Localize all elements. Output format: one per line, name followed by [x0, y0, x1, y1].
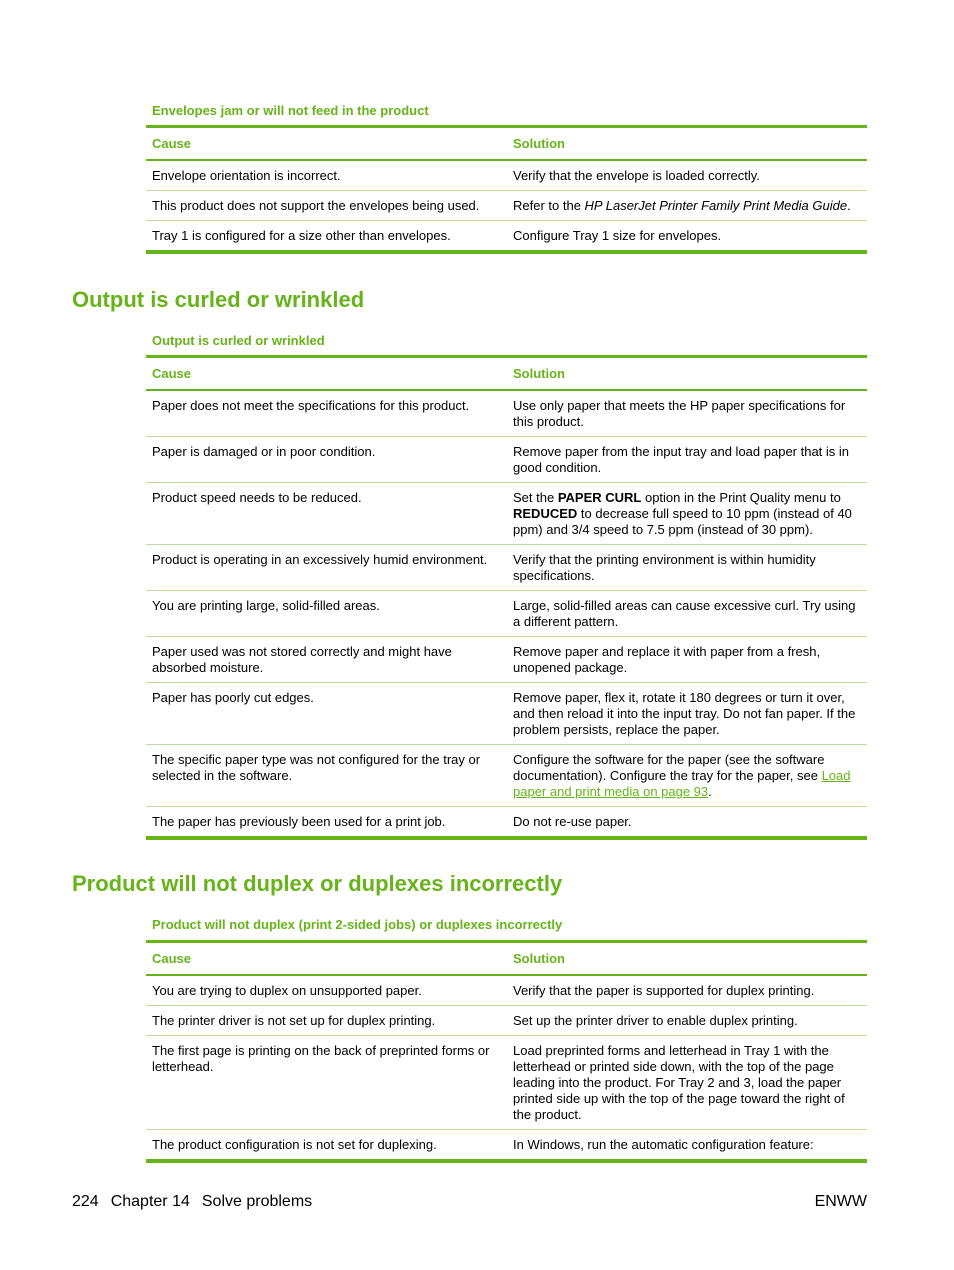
- solution-cell: Load preprinted forms and letterhead in Tray 1 with the letterhead or printed side down, with the top of the page leading into the product. For Tray 2 and 3, load the paper printed side up with the top of the page toward the right of the product.: [507, 1036, 867, 1130]
- solution-cell: Configure Tray 1 size for envelopes.: [513, 228, 722, 243]
- section-heading-duplex: Product will not duplex or duplexes incorrectly: [72, 871, 563, 896]
- table-row: [146, 637, 867, 683]
- cause-cell: You are trying to duplex on unsupported paper.: [146, 975, 507, 1006]
- solution-cell: Remove paper and replace it with paper from a fresh, unopened package.: [507, 637, 867, 683]
- column-header-solution: Solution: [507, 942, 867, 976]
- solution-text: option in the Print Quality menu to: [641, 490, 841, 505]
- table-row: [146, 1130, 867, 1162]
- table-row: [146, 745, 867, 807]
- column-header-solution: Solution: [507, 127, 867, 161]
- table-row: [146, 683, 867, 745]
- cause-cell: The first page is printing on the back of preprinted forms or letterhead.: [146, 1036, 507, 1130]
- solution-text: Set the: [513, 490, 558, 505]
- cause-cell: The paper has previously been used for a print job.: [152, 814, 446, 829]
- solution-cell: Remove paper, flex it, rotate it 180 degrees or turn it over, and then reload it into the input tray. Do not fan paper. If the problem persists, replace the paper.: [507, 683, 867, 745]
- table-row: [146, 807, 867, 839]
- cause-cell: You are printing large, solid-filled areas.: [146, 591, 507, 637]
- table-duplex: [146, 940, 867, 1163]
- column-header-cause: Cause: [146, 357, 507, 391]
- solution-text: to decrease full speed to 10 ppm (instead of 40 ppm) and 3/4 speed to 7.5 ppm (instead of 30 ppm).: [513, 506, 852, 537]
- guide-title: HP LaserJet Printer Family Print Media Guide: [584, 198, 848, 213]
- solution-text: Refer to the: [513, 198, 585, 213]
- solution-cell: Do not re-use paper.: [513, 814, 632, 829]
- table-row: [146, 390, 867, 437]
- cause-cell: Paper does not meet the specifications for this product.: [146, 390, 507, 437]
- table-row: [146, 160, 867, 191]
- column-header-cause: Cause: [146, 127, 507, 161]
- table-curled: [146, 355, 867, 840]
- table-row: [146, 483, 867, 545]
- cause-cell: This product does not support the envelopes being used.: [146, 191, 507, 221]
- column-header-cause: Cause: [146, 942, 507, 976]
- solution-cell: Verify that the printing environment is within humidity specifications.: [507, 545, 867, 591]
- cause-cell: Paper is damaged or in poor condition.: [146, 437, 507, 483]
- solution-cell: Set up the printer driver to enable duplex printing.: [507, 1006, 867, 1036]
- table-header-row: [146, 357, 867, 391]
- solution-cell: Large, solid-filled areas can cause excessive curl. Try using a different pattern.: [507, 591, 867, 637]
- solution-cell: [507, 191, 867, 221]
- table-header-row: [146, 127, 867, 161]
- load-paper-link[interactable]: Load paper and print media on page 93: [513, 768, 851, 799]
- cause-cell: The printer driver is not set up for duplex printing.: [146, 1006, 507, 1036]
- cause-cell: The specific paper type was not configured for the tray or selected in the software.: [146, 745, 507, 807]
- table-row: [146, 591, 867, 637]
- table-caption-curled: Output is curled or wrinkled: [152, 333, 325, 348]
- table-caption-envelopes: Envelopes jam or will not feed in the product: [152, 103, 429, 118]
- cause-cell: Product speed needs to be reduced.: [146, 483, 507, 545]
- table-header-row: [146, 942, 867, 976]
- menu-option-name: PAPER CURL: [557, 490, 642, 505]
- page-number: 224: [72, 1193, 99, 1210]
- solution-text: Configure the software for the paper (see the software documentation). Configure the tray for the paper, see: [513, 752, 825, 783]
- table-row: [146, 221, 867, 253]
- cause-cell: Paper used was not stored correctly and might have absorbed moisture.: [146, 637, 507, 683]
- solution-cell: Remove paper from the input tray and load paper that is in good condition.: [507, 437, 867, 483]
- chapter-title: Solve problems: [201, 1193, 313, 1210]
- solution-text: .: [708, 784, 712, 799]
- cause-cell: Product is operating in an excessively humid environment.: [146, 545, 507, 591]
- table-row: [146, 975, 867, 1006]
- cause-cell: Envelope orientation is incorrect.: [146, 160, 507, 191]
- solution-cell: In Windows, run the automatic configuration feature:: [513, 1137, 814, 1152]
- solution-cell: Use only paper that meets the HP paper specifications for this product.: [507, 390, 867, 437]
- solution-text: .: [847, 198, 851, 213]
- solution-cell: [507, 745, 867, 807]
- table-row: [146, 1036, 867, 1130]
- solution-cell: Verify that the envelope is loaded correctly.: [507, 160, 867, 191]
- solution-cell: Verify that the paper is supported for duplex printing.: [507, 975, 867, 1006]
- page-footer-right: ENWW: [814, 1193, 867, 1210]
- table-row: [146, 437, 867, 483]
- cause-cell: Paper has poorly cut edges.: [146, 683, 507, 745]
- solution-cell: [507, 483, 867, 545]
- cause-cell: Tray 1 is configured for a size other than envelopes.: [152, 228, 451, 243]
- chapter-label: Chapter 14: [110, 1193, 190, 1210]
- table-row: [146, 191, 867, 221]
- column-header-solution: Solution: [507, 357, 867, 391]
- section-heading-curled: Output is curled or wrinkled: [72, 287, 365, 312]
- table-row: [146, 545, 867, 591]
- cause-cell: The product configuration is not set for duplexing.: [152, 1137, 437, 1152]
- table-caption-duplex: Product will not duplex (print 2-sided jobs) or duplexes incorrectly: [152, 917, 563, 932]
- table-envelopes: [146, 125, 867, 254]
- table-row: [146, 1006, 867, 1036]
- page-footer-left: [72, 1193, 312, 1211]
- menu-option-value: REDUCED: [513, 506, 578, 521]
